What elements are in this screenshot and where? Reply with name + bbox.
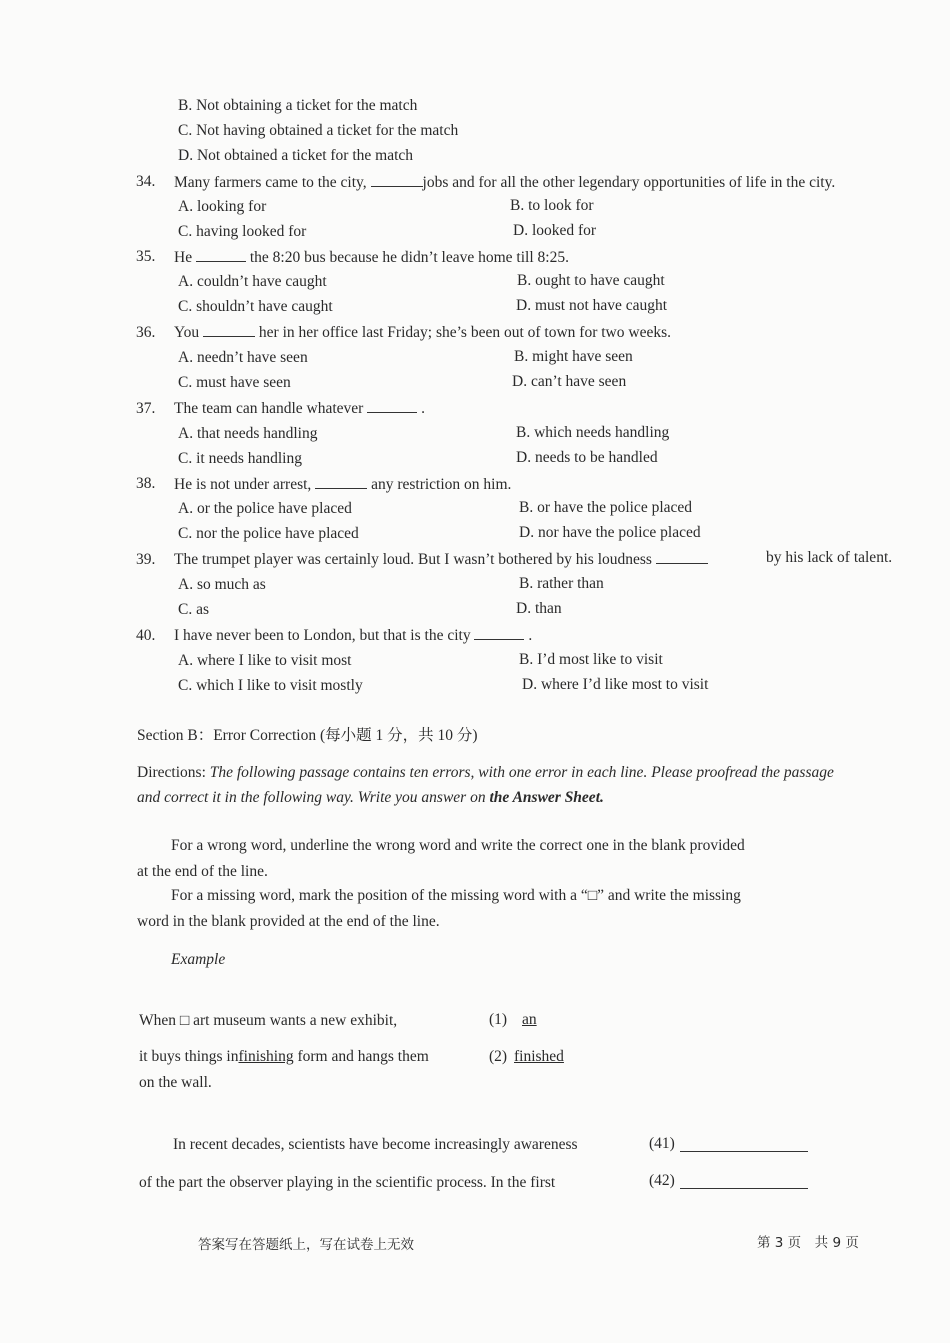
q36-blank [203,324,255,337]
q40-number: 40. [136,627,156,644]
para2-line-2: word in the blank provided at the end of the line. [137,913,440,930]
q40-stem-post: . [528,627,533,644]
q37-stem-post: . [421,400,425,417]
answer-42-blank [680,1188,808,1189]
q37-option-d: D. needs to be handled [516,449,658,466]
q34-number: 34. [136,173,156,190]
q35-stem-pre: He [174,249,193,266]
q34-stem-pre: Many farmers came to the city, [174,174,367,191]
q36-stem [174,324,671,341]
directions-label: Directions: [137,764,206,781]
example-2-pre: it buys things in [139,1048,239,1065]
q34-option-b: B. to look for [510,197,594,214]
q35-option-a: A. couldn’t have caught [178,273,327,290]
q34-option-a: A. looking for [178,198,267,215]
q40-option-c: C. which I like to visit mostly [178,677,363,694]
q38-blank [315,476,367,489]
q36-stem-pre: You [174,324,200,341]
q37-option-b: B. which needs handling [516,424,670,441]
q39-option-b: B. rather than [519,575,604,592]
example-line-3: on the wall. [139,1074,212,1091]
q36-option-c: C. must have seen [178,374,291,391]
para1-line-1: For a wrong word, underline the wrong word and write the correct one in the blank provided [171,837,745,854]
q40-option-b: B. I’d most like to visit [519,651,663,668]
directions-text-2: and correct it in the following way. Write you answer on [137,789,486,806]
q40-option-d: D. where I’d like most to visit [522,676,709,693]
q33-option-d: D. Not obtained a ticket for the match [178,147,414,164]
q35-blank [196,249,246,262]
q39-number: 39. [136,551,156,568]
para2-line-1: For a missing word, mark the position of the missing word with a “□” and write the missing [171,887,741,904]
directions-line-1 [137,765,834,781]
q38-option-c: C. nor the police have placed [178,525,359,542]
q39-option-c: C. as [178,601,209,618]
q34-stem-post: jobs and for all the other legendary opportunities of life in the city. [422,174,836,191]
q39-stem-pre: The trumpet player was certainly loud. But I wasn’t bothered by his loudness [174,551,652,568]
q40-stem-pre: I have never been to London, but that is the city [174,627,471,644]
q35-stem-post: the 8:20 bus because he didn’t leave home till 8:25. [249,249,569,266]
q38-option-b: B. or have the police placed [519,499,693,516]
q38-option-a: A. or the police have placed [178,500,352,517]
passage-line-42: of the part the observer playing in the scientific process. In the first [139,1174,556,1191]
example-1-number: (1) [489,1011,508,1028]
q38-stem [174,476,511,493]
passage-line-41: In recent decades, scientists have become increasingly awareness [173,1136,578,1153]
q40-stem [174,627,532,644]
q39-option-a: A. so much as [178,576,266,593]
example-2-wrong-word: finishing [238,1048,294,1065]
q38-stem-pre: He is not under arrest, [174,476,312,493]
q35-stem [174,249,569,266]
q33-option-c: C. Not having obtained a ticket for the match [178,122,459,139]
q37-stem-pre: The team can handle whatever [174,400,364,417]
q37-stem [174,400,425,417]
q38-option-d: D. nor have the police placed [519,524,701,541]
q35-number: 35. [136,248,156,265]
q35-option-d: D. must not have caught [516,297,668,314]
q37-option-c: C. it needs handling [178,450,302,467]
q39-stem [174,551,708,568]
q34-stem [174,174,835,191]
q39-option-d: D. than [516,600,562,617]
example-1-answer: an [522,1011,537,1028]
q37-option-a: A. that needs handling [178,425,318,442]
example-2-answer: finished [514,1048,564,1065]
q35-option-c: C. shouldn’t have caught [178,298,333,315]
directions-line-2 [137,790,604,806]
example-2-post: form and hangs them [297,1048,429,1065]
q37-number: 37. [136,400,156,417]
para1-line-2: at the end of the line. [137,863,268,880]
example-label: Example [171,951,226,968]
answer-41-blank [680,1151,808,1152]
example-line-1: When □ art museum wants a new exhibit, [139,1012,398,1029]
q39-stem-post: by his lack of talent. [766,549,893,566]
q38-number: 38. [136,475,156,492]
q34-option-c: C. having looked for [178,223,307,240]
q40-blank [474,627,524,640]
q35-option-b: B. ought to have caught [517,272,665,289]
q36-number: 36. [136,324,156,341]
q34-option-d: D. looked for [513,222,597,239]
answer-sheet-ref: the Answer Sheet. [489,789,604,806]
q36-option-b: B. might have seen [514,348,633,365]
q40-option-a: A. where I like to visit most [178,652,352,669]
example-2-number: (2) [489,1048,508,1065]
directions-text-1: The following passage contains ten errors, with one error in each line. Please proofread the passage [209,764,834,781]
q38-stem-post: any restriction on him. [371,476,512,493]
q39-blank [656,551,708,564]
q36-stem-post: her in her office last Friday; she’s been out of town for two weeks. [258,324,671,341]
answer-42-number: (42) [649,1172,675,1189]
q34-blank [371,174,423,187]
q36-option-a: A. needn’t have seen [178,349,308,366]
section-b-title: Section B：Error Correction (每小题 1 分，共 10 分) [137,727,478,744]
example-line-2 [139,1049,429,1065]
answer-41-number: (41) [649,1135,675,1152]
q36-option-d: D. can’t have seen [512,373,627,390]
q37-blank [367,400,417,413]
page-number: 第 3 页 共 9 页 [757,1235,859,1251]
footer-notice: 答案写在答题纸上，写在试卷上无效 [198,1237,414,1253]
q33-option-b: B. Not obtaining a ticket for the match [178,97,418,114]
